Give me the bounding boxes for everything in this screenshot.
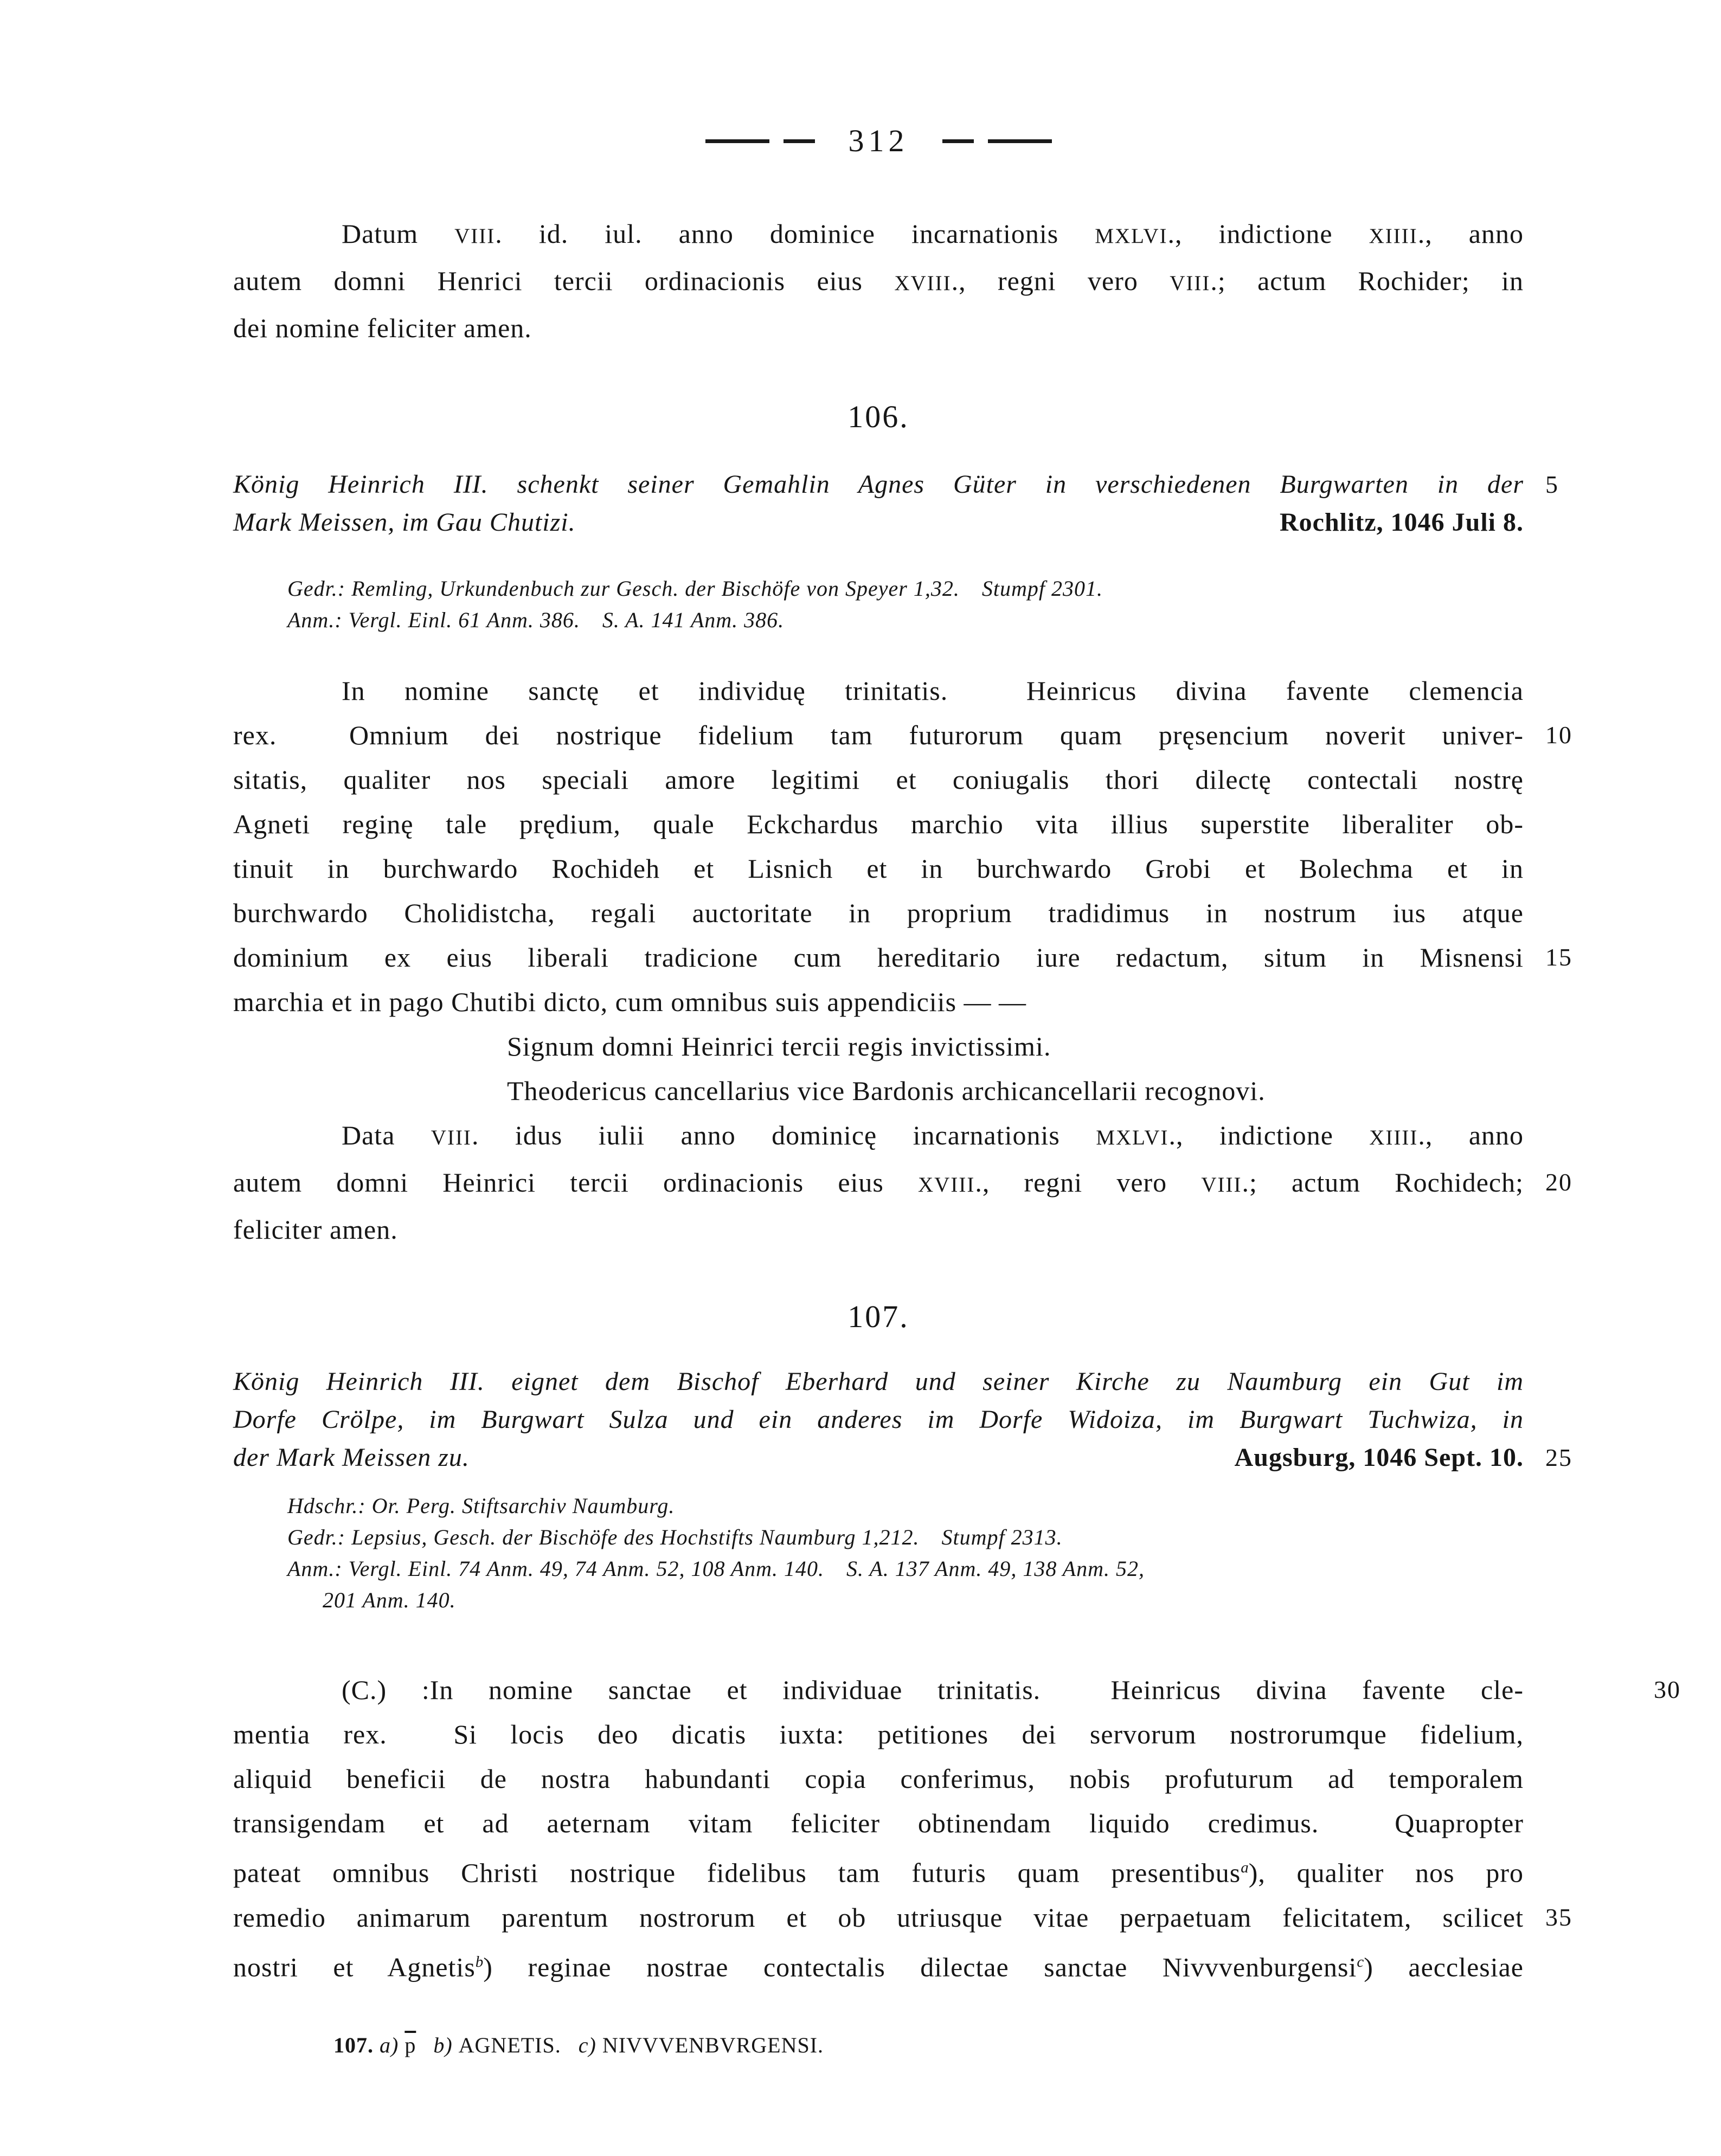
text-line: In nomine sanctę et individuę trinitatis. Heinricus divina favente clemencia (342, 675, 1524, 706)
text-line: transigendam et ad aeternam vitam feliciter obtinendam liquido credimus. Quapropter (233, 1808, 1524, 1838)
charter-107-text (233, 1668, 1681, 1989)
text-line: mentia rex. Si locis deo dicatis iuxta: petitiones dei servorum nostrorumque fidelium, (233, 1719, 1524, 1749)
margin-line-number: 15 (1545, 943, 1572, 971)
header-rule-left-long (705, 139, 769, 143)
text-line: Anm.: Vergl. Einl. 74 Anm. 49, 74 Anm. 52, 108 Anm. 140. S. A. 137 Anm. 49, 138 Anm. 52, (287, 1556, 1145, 1581)
text-line: Agneti reginę tale prędium, quale Eckchardus marchio vita illius superstite liberaliter ob- (233, 809, 1524, 839)
text-line: aliquid beneficii de nostra habundanti copia conferimus, nobis profuturum ad temporalem (233, 1764, 1524, 1794)
text-line: tinuit in burchwardo Rochideh et Lisnich et in burchwardo Grobi et Bolechma et in (233, 853, 1524, 884)
charter-107-number: 107. (847, 1299, 909, 1334)
text-line: Theodericus cancellarius vice Bardonis archicancellarii recognovi. (507, 1076, 1266, 1106)
margin-line-number: 25 (1545, 1444, 1572, 1471)
text-line: autem domni Henrici tercii ordinacionis eius XVIII., regni vero VIII.; actum Rochider; in (233, 266, 1524, 296)
text-line: pateat omnibus Christi nostrique fidelibus tam futuris quam presentibus$^a$), qualiter nos pro (233, 1857, 1524, 1888)
charter-106-summary (233, 466, 1559, 542)
summary-date-line (233, 1439, 1572, 1477)
text-line: 107. a) $\overline{p}$ b) AGNETIS. c) NIVVVENBVRGENSI. (333, 2033, 824, 2058)
text-line: burchwardo Cholidistcha, regali auctoritate in proprium tradidimus in nostrum ius atque (233, 898, 1524, 928)
text-line: dominium ex eius liberali tradicione cum hereditario iure redactum, situm in Misnensi 15 (233, 935, 1524, 980)
text-line: Anm.: Vergl. Einl. 61 Anm. 386. S. A. 141 Anm. 386. (287, 608, 785, 632)
text-line: Datum VIII. id. iul. anno dominice incarnationis MXLVI., indictione XIIII., anno (342, 218, 1524, 249)
text-line: Gedr.: Lepsius, Gesch. der Bischöfe des Hochstifts Naumburg 1,212. Stumpf 2313. (287, 1525, 1063, 1549)
charter-date: Rochlitz, 1046 Juli 8. (1280, 508, 1524, 537)
text-line: Signum domni Heinrici tercii regis invictissimi. (507, 1031, 1051, 1061)
header-rule-right-short (942, 139, 974, 143)
margin-line-number: 35 (1545, 1903, 1572, 1931)
text-line: autem domni Heinrici tercii ordinacionis eius XVIII., regni vero VIII.; actum Rochidech; 20 (233, 1160, 1524, 1207)
header-rule-right-long (988, 139, 1052, 143)
margin-line-number: 5 (1545, 471, 1559, 498)
previous-charter-datation (233, 211, 1524, 350)
text-line: König Heinrich III. eignet dem Bischof Eberhard und seiner Kirche zu Naumburg ein Gut im (233, 1367, 1524, 1396)
summary-place-text: Mark Meissen, im Gau Chutizi. (233, 508, 576, 537)
text-line: nostri et Agnetis$^b$) reginae nostrae contectalis dilectae sanctae Nivvvenburgensi$^c$) aecclesiae (233, 1952, 1524, 1983)
charter-107-references (233, 1490, 1524, 1616)
text-line: Data VIII. idus iulii anno dominicę incarnationis MXLVI., indictione XIIII., anno (342, 1120, 1524, 1150)
text-line: König Heinrich III. schenkt seiner Gemahlin Agnes Güter in verschiedenen Burgwarten in der 5 (233, 466, 1524, 504)
margin-line-number: 10 (1545, 721, 1572, 749)
text-line: sitatis, qualiter nos speciali amore legitimi et coniugalis thori dilectę contectali nostrę (233, 764, 1524, 795)
summary-date-line (233, 504, 1524, 542)
text-line: Dorfe Crölpe, im Burgwart Sulza und ein anderes im Dorfe Widoiza, im Burgwart Tuchwiza, in (233, 1405, 1524, 1434)
text-line: remedio animarum parentum nostrorum et ob utriusque vitae perpaetuam felicitatem, scilicet 35 (233, 1895, 1524, 1940)
text-line: Gedr.: Remling, Urkundenbuch zur Gesch. der Bischöfe von Speyer 1,32. Stumpf 2301. (287, 576, 1103, 601)
charter-107-summary (233, 1363, 1572, 1477)
charter-106-text (233, 668, 1572, 1252)
running-head (233, 122, 1524, 160)
apparatus-footnote (233, 2030, 1524, 2061)
margin-line-number: 30 (1654, 1676, 1681, 1703)
text-line: Hdschr.: Or. Perg. Stiftsarchiv Naumburg. (287, 1494, 675, 1518)
summary-place-text: der Mark Meissen zu. (233, 1443, 470, 1472)
page-number: 312 (848, 123, 909, 158)
charter-106-number: 106. (847, 399, 909, 434)
text-line: (C.) :In nomine sanctae et individuae trinitatis. Heinricus divina favente cle- 30 (233, 1668, 1524, 1712)
text-line: dei nomine feliciter amen. (233, 313, 532, 343)
text-line: 201 Anm. 140. (323, 1588, 456, 1612)
text-line: marchia et in pago Chutibi dicto, cum omnibus suis appendiciis — — (233, 987, 1027, 1017)
margin-line-number: 20 (1545, 1168, 1572, 1196)
text-line: feliciter amen. (233, 1214, 398, 1245)
text-line: rex. Omnium dei nostrique fidelium tam futurorum quam pręsencium noverit univer- 10 (233, 713, 1524, 757)
charter-106-references (233, 573, 1524, 636)
charter-date: Augsburg, 1046 Sept. 10. (1234, 1443, 1524, 1472)
header-rule-left-short (784, 139, 815, 143)
